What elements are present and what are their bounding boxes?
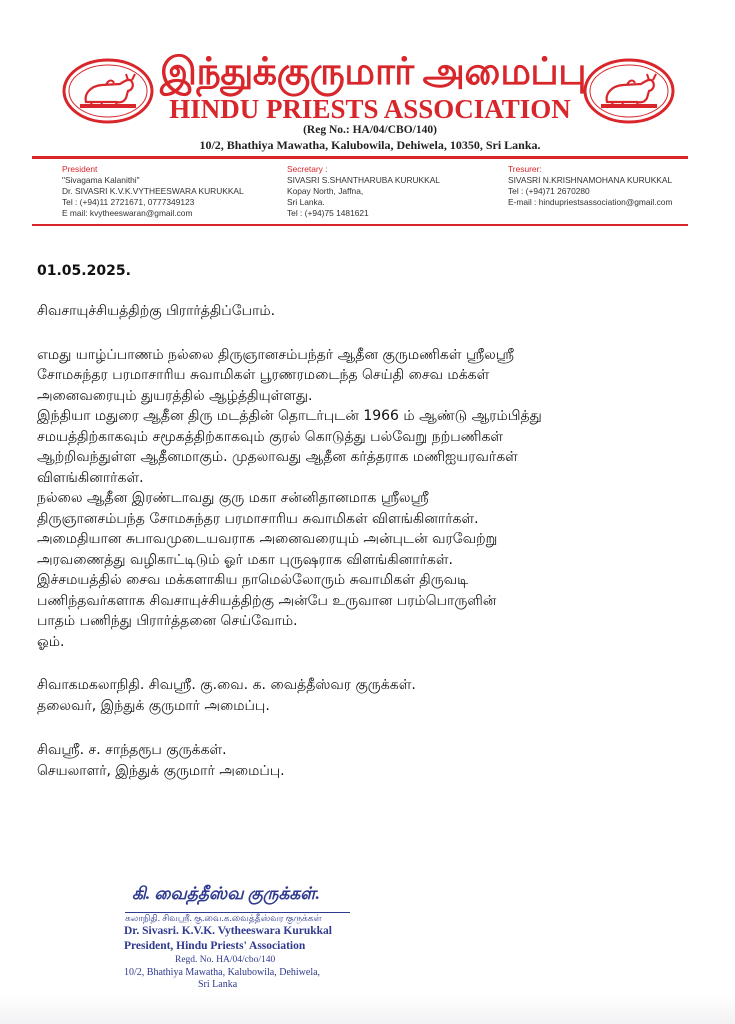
letter-line: இந்தியா மதுரை ஆதீன திரு மடத்தின் தொடர்புடன் 1966 ம் ஆண்டு ஆரம்பித்து: [37, 408, 542, 424]
letter-line: நல்லை ஆதீன இரண்டாவது குரு மகா சன்னிதானமாக ஸ்ரீலஸ்ரீ: [37, 490, 429, 506]
officer-line: Tel : (+94)71 2670280: [508, 186, 590, 196]
officer-line: Tel : (+94)75 1481621: [287, 208, 369, 218]
handwritten-signature: கி. வைத்தீஸ்வ குருக்கள்.: [132, 884, 320, 903]
header-bottom-divider: [32, 224, 688, 226]
letter-line: எமது யாழ்ப்பாணம் நல்லை திருஞானசம்பந்தர் ஆதீன குருமணிகள் ஸ்ரீலஸ்ரீ: [37, 347, 514, 363]
nandi-bull-emblem-icon: [62, 58, 154, 124]
officer-line: "Sivagama Kalanithi": [62, 175, 140, 185]
letter-line: இச்சமயத்தில் சைவ மக்களாகிய நாமெல்லோரும் சுவாமிகள் திருவடி: [37, 572, 469, 588]
officer-line: E mail: kvytheeswaran@gmail.com: [62, 208, 193, 218]
officer-line: SIVASRI S.SHANTHARUBA KURUKKAL: [287, 175, 440, 185]
nandi-bull-emblem-icon: [583, 58, 675, 124]
letter-date: 01.05.2025.: [37, 263, 131, 279]
letter-line: ஆற்றிவந்துள்ள ஆதீனமாகும். முதலாவது ஆதீன கர்த்தராக மணிஐயரவர்கள்: [37, 449, 518, 465]
treasurer-details: [508, 164, 672, 208]
letter-line: சிவாகமகலாநிதி. சிவஸ்ரீ. கு.வை. க. வைத்தீஸ்வர குருக்கள்.: [37, 677, 416, 693]
letter-line: விளங்கினார்கள்.: [37, 470, 144, 486]
letter-line: அமைதியான சுபாவமுடையவராக அனைவரையும் அன்புடன் வரவேற்று: [37, 531, 498, 547]
letter-line: சிவசாயுச்சியத்திற்கு பிரார்த்திப்போம்.: [37, 303, 276, 319]
officer-line: SIVASRI N.KRISHNAMOHANA KURUKKAL: [508, 175, 673, 185]
organization-name-tamil: இந்துக்குருமார் அமைப்பு: [160, 51, 586, 93]
officer-line: E-mail : hindupriestsassociation@gmail.com: [508, 197, 673, 207]
letter-line: தலைவர், இந்துக் குருமார் அமைப்பு.: [37, 698, 270, 714]
letter-line: சோமசுந்தர பரமாசாரிய சுவாமிகள் பூரணரமடைந்த செய்தி சைவ மக்கள்: [37, 367, 490, 383]
officer-line: Kopay North, Jaffna,: [287, 186, 364, 196]
letter-line: ஓம்.: [37, 634, 65, 650]
letter-line: பாதம் பணிந்து பிரார்த்தனை செய்வோம்.: [37, 613, 298, 629]
stamp-line: கலாநிதி. சிவஸ்ரீ. கு.வை.க.வைத்தீஸ்வர குருக்கள்: [125, 913, 322, 923]
letter-line: அரவணைத்து வழிகாட்டிடும் ஓர் மகா புருஷராக விளங்கினார்கள்.: [37, 552, 453, 568]
letter-line: பணிந்தவர்களாக சிவசாயுச்சியத்திற்கு அன்பே உருவான பரம்பொருளின்: [37, 593, 497, 609]
organization-address: 10/2, Bhathiya Mawatha, Kalubowila, Dehiwela, 10350, Sri Lanka.: [199, 138, 541, 152]
page-bottom-shadow: [0, 996, 735, 1024]
letter-line: செயலாளர், இந்துக் குருமார் அமைப்பு.: [37, 763, 285, 779]
officer-line: Sri Lanka.: [287, 197, 325, 207]
letter-line: சமயத்திற்காகவும் சமூகத்திற்காகவும் குரல் கொடுத்து பல்வேறு நற்பணிகள்: [37, 429, 504, 445]
letter-line: சிவஸ்ரீ. ச. சாந்தரூப குருக்கள்.: [37, 742, 227, 758]
officer-title: Secretary :: [287, 164, 328, 174]
registration-number: (Reg No.: HA/04/CBO/140): [303, 124, 437, 136]
letter-line: அனைவரையும் துயரத்தில் ஆழ்த்தியுள்ளது.: [37, 388, 313, 404]
organization-name-english: HINDU PRIESTS ASSOCIATION: [169, 94, 571, 124]
stamp-line: 10/2, Bhathiya Mawatha, Kalubowila, Dehiwela,: [124, 967, 321, 978]
stamp-line: Sri Lanka: [198, 979, 238, 990]
officer-line: Tel : (+94)11 2721671, 0777349123: [62, 197, 195, 207]
officer-title: President: [62, 164, 98, 174]
officer-title: Tresurer:: [508, 164, 542, 174]
letter-line: திருஞானசம்பந்த சோமசுந்தர பரமாசாரிய சுவாமிகள் விளங்கினார்கள்.: [37, 511, 479, 527]
header-divider: [32, 156, 688, 159]
stamp-line: Dr. Sivasri. K.V.K. Vytheeswara Kurukkal: [124, 925, 332, 937]
president-details: [62, 164, 244, 219]
secretary-details: [287, 164, 440, 219]
stamp-line: President, Hindu Priests' Association: [124, 940, 306, 952]
stamp-line: Regd. No. HA/04/cbo/140: [175, 955, 276, 965]
officer-line: Dr. SIVASRI K.V.K.VYTHEESWARA KURUKKAL: [62, 186, 244, 196]
